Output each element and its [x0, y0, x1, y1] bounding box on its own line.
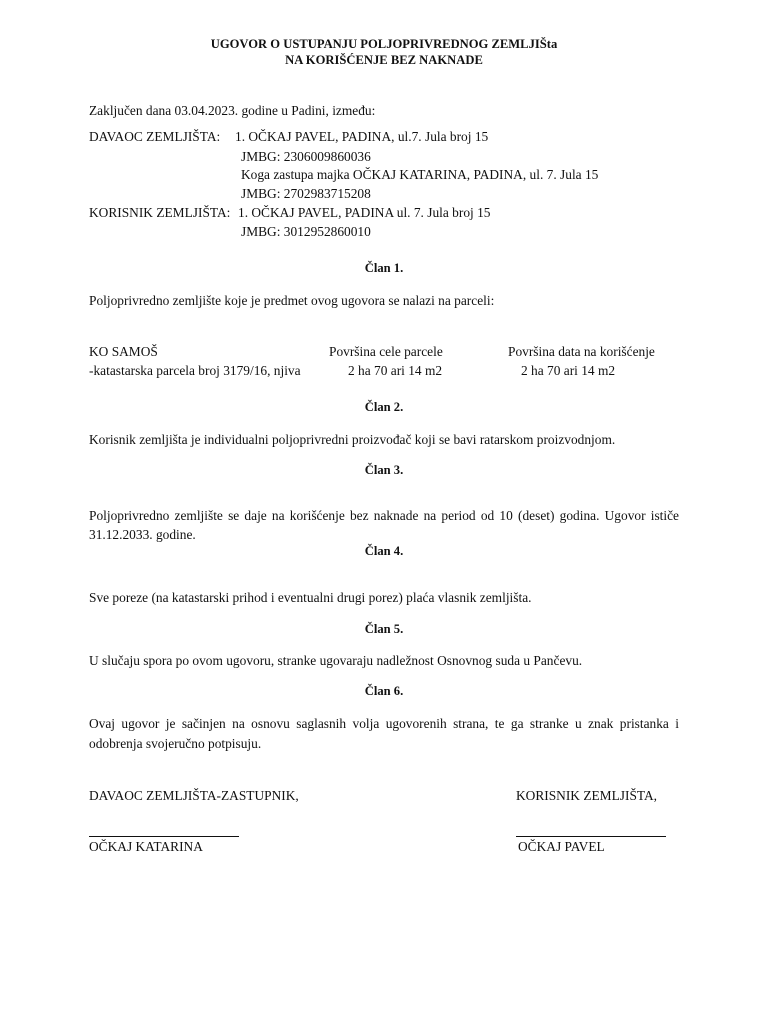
intro-text: Zaključen dana 03.04.2023. godine u Padini, između:: [89, 103, 376, 118]
signature-right-label: KORISNIK ZEMLJIŠTA,: [516, 788, 658, 803]
giver-representative-jmbg: JMBG: 2702983715208: [241, 186, 371, 201]
user-line1: 1. OČKAJ PAVEL, PADINA ul. 7. Jula broj 15: [238, 205, 491, 220]
clan5-text: U slučaju spora po ovom ugovoru, stranke ugovaraju nadležnost Osnovnog suda u Pančevu.: [89, 653, 583, 668]
clan6-heading: Član 6.: [364, 684, 404, 698]
clan4-text: Sve poreze (na katastarski prihod i eventualni drugi porez) plaća vlasnik zemljišta.: [89, 590, 532, 605]
clan6-text-line1: Ovaj ugovor je sačinjen na osnovu saglasnih volja ugovorenih strana, te ga stranke u znak pristanka i: [89, 716, 679, 731]
clan6-text-line2: odobrenja svojeručno potpisuju.: [89, 736, 262, 751]
signature-left-line: [89, 836, 239, 837]
parcel-col1-value: -katastarska parcela broj 3179/16, njiva: [89, 363, 301, 378]
clan5-heading: Član 5.: [364, 622, 404, 636]
parcel-col3-value: 2 ha 70 ari 14 m2: [521, 363, 616, 378]
user-jmbg: JMBG: 3012952860010: [241, 224, 371, 239]
parcel-col2-header: Površina cele parcele: [329, 344, 443, 359]
clan2-text: Korisnik zemljišta je individualni poljoprivredni proizvođač koji se bavi ratarskom proizvodnjom.: [89, 432, 616, 447]
user-label: KORISNIK ZEMLJIŠTA:: [89, 205, 231, 220]
signature-right-name: OČKAJ PAVEL: [518, 839, 605, 854]
clan1-heading: Član 1.: [364, 261, 404, 275]
giver-jmbg: JMBG: 2306009860036: [241, 149, 371, 164]
signature-left-name: OČKAJ KATARINA: [89, 839, 203, 854]
clan3-text-line1: Poljoprivredno zemljište se daje na korišćenje bez naknade na period od 10 (deset) godina. Ugovor ističe: [89, 508, 679, 523]
clan3-heading: Član 3.: [364, 463, 404, 477]
clan1-text: Poljoprivredno zemljište koje je predmet ovog ugovora se nalazi na parceli:: [89, 293, 495, 308]
clan4-heading: Član 4.: [364, 544, 404, 558]
giver-representative: Koga zastupa majka OČKAJ KATARINA, PADINA, ul. 7. Jula 15: [241, 167, 599, 182]
signature-right-line: [516, 836, 666, 837]
parcel-col3-header: Površina data na korišćenje: [508, 344, 655, 359]
giver-line1: 1. OČKAJ PAVEL, PADINA, ul.7. Jula broj 15: [235, 129, 489, 144]
parcel-col2-value: 2 ha 70 ari 14 m2: [348, 363, 443, 378]
clan3-text-line2: 31.12.2033. godine.: [89, 527, 196, 542]
document-title-line2: NA KORIŠĆENJE BEZ NAKNADE: [285, 53, 483, 67]
signature-left-label: DAVAOC ZEMLJIŠTA-ZASTUPNIK,: [89, 788, 299, 803]
clan2-heading: Član 2.: [364, 400, 404, 414]
parcel-col1-header: KO SAMOŠ: [89, 344, 158, 359]
document-title-line1: UGOVOR O USTUPANJU POLJOPRIVREDNOG ZEMLJIŠta: [210, 37, 558, 51]
giver-label: DAVAOC ZEMLJIŠTA:: [89, 129, 221, 144]
